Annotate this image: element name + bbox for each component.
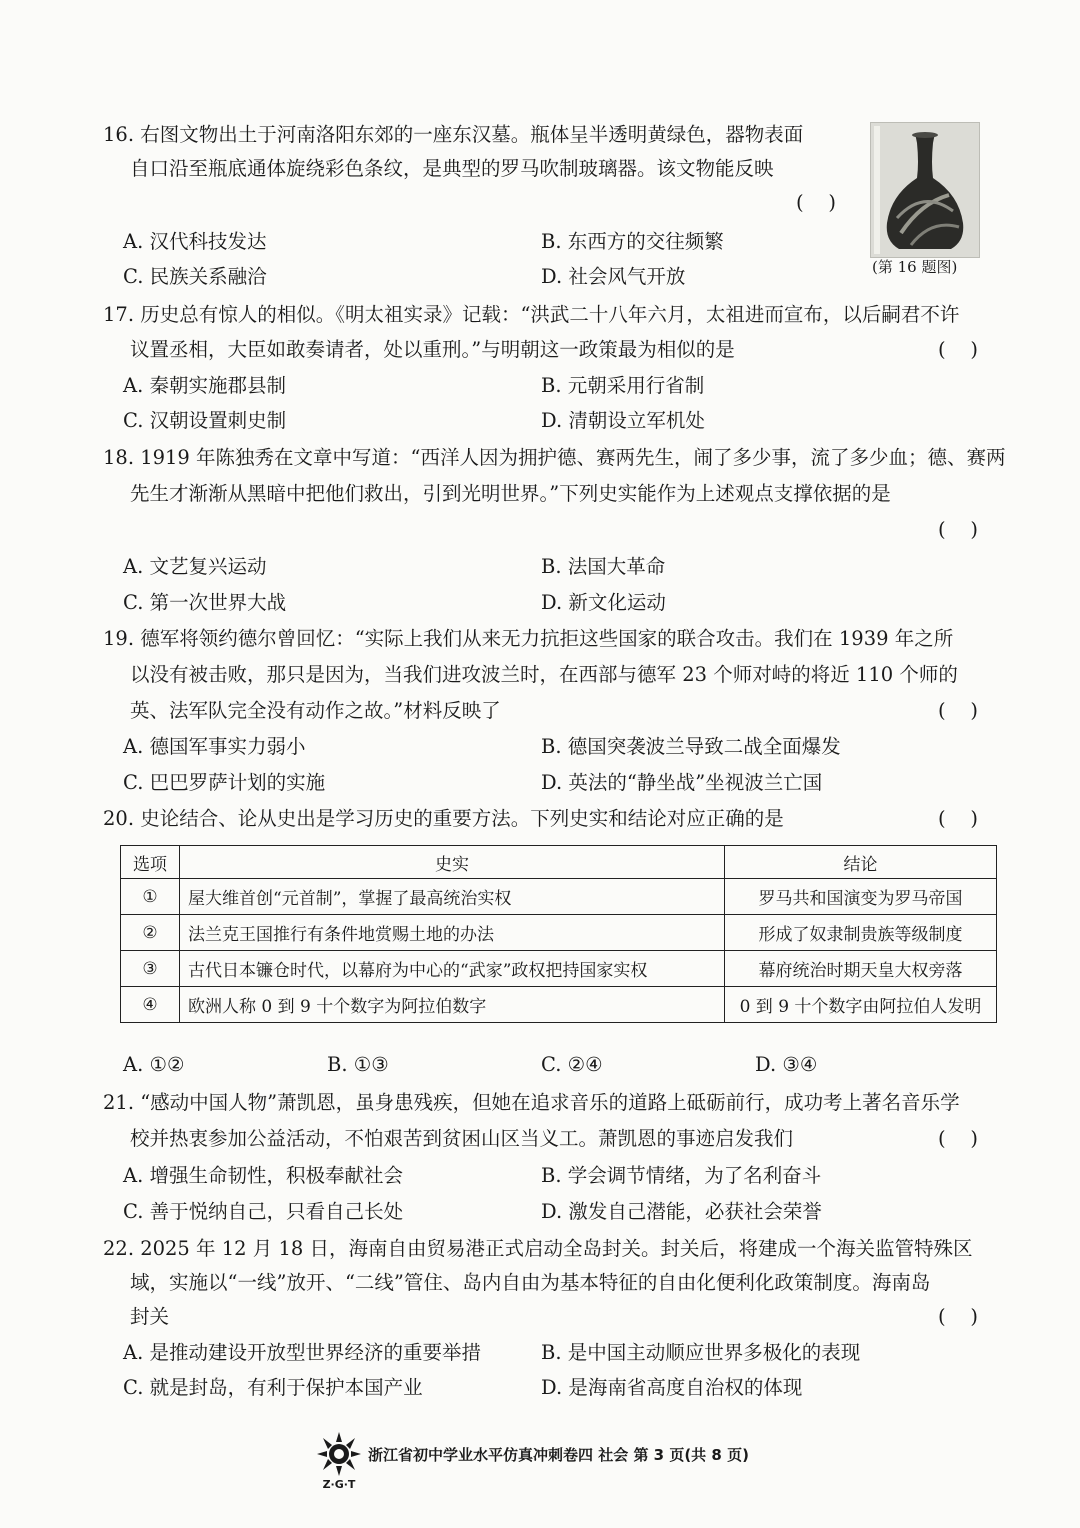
q17-option-a: A. 秦朝实施郡县制 [123,374,286,397]
table-row [121,915,997,951]
q16-line2: 自口沿至瓶底通体旋绕彩色条纹，是典型的罗马吹制玻璃器。该文物能反映 [130,157,774,180]
row-fact: 欧洲人称 0 到 9 十个数字为阿拉伯数字 [180,987,725,1023]
q16-option-a: A. 汉代科技发达 [123,230,267,253]
q17-line1: 17. 历史总有惊人的相似。《明太祖实录》记载：“洪武二十八年六月，太祖进而宣布，以后嗣君不许 [103,303,960,326]
q17-option-b: B. 元朝采用行省制 [541,374,705,397]
row-option: ③ [121,951,180,987]
q22-line2: 域，实施以“一线”放开、“二线”管住、岛内自由为基本特征的自由化便利化政策制度。海南岛 [130,1271,931,1294]
row-conclusion: 形成了奴隶制贵族等级制度 [725,915,997,951]
q17-line2: 议置丞相，大臣如敢奏请者，处以重刑。”与明朝这一政策最为相似的是 [130,338,735,361]
q19-line3: 英、法军队完全没有动作之故。”材料反映了 [130,699,501,722]
row-fact: 法兰克王国推行有条件地赏赐土地的办法 [180,915,725,951]
q18-line1: 18. 1919 年陈独秀在文章中写道：“西洋人因为拥护德、赛两先生，闹了多少事，流了多少血；德、赛两 [103,446,1006,469]
table-header-row [121,846,997,879]
q18-option-a: A. 文艺复兴运动 [123,555,267,578]
q22-answer-paren: ( ) [938,1305,979,1328]
q20-line1: 20. 史论结合、论从史出是学习历史的重要方法。下列史实和结论对应正确的是 [103,807,784,830]
q17-option-d: D. 清朝设立军机处 [541,409,705,432]
footer-page-info: 浙江省初中学业水平仿真冲刺卷四 社会 第 3 页(共 8 页) [368,1446,749,1464]
figure-caption: (第 16 题图) [872,258,958,276]
q16-option-d: D. 社会风气开放 [541,265,686,288]
q18-option-d: D. 新文化运动 [541,591,666,614]
row-conclusion: 罗马共和国演变为罗马帝国 [725,879,997,915]
q20-table [120,845,997,1023]
q19-option-a: A. 德国军事实力弱小 [123,735,306,758]
q18-line2: 先生才渐渐从黑暗中把他们救出，引到光明世界。”下列史实能作为上述观点支撑依据的是 [130,482,891,505]
table-row [121,951,997,987]
header-option: 选项 [121,846,180,879]
q21-option-a: A. 增强生命韧性，积极奉献社会 [123,1164,403,1187]
q20-answer-paren: ( ) [938,807,979,830]
table-row [121,987,997,1023]
row-conclusion: 0 到 9 十个数字由阿拉伯人发明 [725,987,997,1023]
q21-answer-paren: ( ) [938,1127,979,1150]
q19-option-b: B. 德国突袭波兰导致二战全面爆发 [541,735,841,758]
table-row [121,879,997,915]
q20-option-c: C. ②④ [541,1053,603,1076]
q21-line1: 21. “感动中国人物”萧凯恩，虽身患残疾，但她在追求音乐的道路上砥砺前行，成功考上著名音乐学 [103,1091,960,1114]
q21-option-d: D. 激发自己潜能，必获社会荣誉 [541,1200,822,1223]
row-option: ② [121,915,180,951]
q17-answer-paren: ( ) [938,338,979,361]
roman-glass-vase-photo [870,122,980,258]
q16-option-c: C. 民族关系融洽 [123,265,267,288]
header-conclusion: 结论 [725,846,997,879]
q22-line3: 封关 [130,1305,170,1328]
q18-option-c: C. 第一次世界大战 [123,591,287,614]
row-fact: 屋大维首创“元首制”，掌握了最高统治实权 [180,879,725,915]
q18-option-b: B. 法国大革命 [541,555,666,578]
q21-line2: 校并热衷参加公益活动，不怕艰苦到贫困山区当义工。萧凯恩的事迹启发我们 [130,1127,794,1150]
q22-option-b: B. 是中国主动顺应世界多极化的表现 [541,1341,861,1364]
logo-text: Z·G·T [322,1478,356,1491]
row-option: ① [121,879,180,915]
q20-option-a: A. ①② [123,1053,185,1076]
row-conclusion: 幕府统治时期天皇大权旁落 [725,951,997,987]
q20-option-b: B. ①③ [327,1053,389,1076]
q18-answer-paren: ( ) [938,518,979,541]
q22-option-c: C. 就是封岛，有利于保护本国产业 [123,1376,423,1399]
q22-line1: 22. 2025 年 12 月 18 日，海南自由贸易港正式启动全岛封关。封关后，将建成一个海关监管特殊区 [103,1237,973,1260]
row-option: ④ [121,987,180,1023]
q19-option-c: C. 巴巴罗萨计划的实施 [123,771,326,794]
q16-option-b: B. 东西方的交往频繁 [541,230,724,253]
sun-logo-icon [310,1430,368,1492]
q16-answer-paren: ( ) [796,191,837,214]
q17-option-c: C. 汉朝设置刺史制 [123,409,287,432]
q22-option-d: D. 是海南省高度自治权的体现 [541,1376,803,1399]
q19-line2: 以没有被击败，那只是因为，当我们进攻波兰时，在西部与德军 23 个师对峙的将近 110 个师的 [130,663,958,686]
page-footer [310,1430,810,1494]
q19-option-d: D. 英法的“静坐战”坐视波兰亡国 [541,771,823,794]
header-fact: 史实 [180,846,725,879]
q19-answer-paren: ( ) [938,699,979,722]
q16-line1: 16. 右图文物出土于河南洛阳东郊的一座东汉墓。瓶体呈半透明黄绿色，器物表面 [103,123,804,146]
q19-line1: 19. 德军将领约德尔曾回忆：“实际上我们从来无力抗拒这些国家的联合攻击。我们在 1939 年之所 [103,627,954,650]
q20-option-d: D. ③④ [755,1053,818,1076]
row-fact: 古代日本镰仓时代，以幕府为中心的“武家”政权把持国家实权 [180,951,725,987]
q22-option-a: A. 是推动建设开放型世界经济的重要举措 [123,1341,481,1364]
q21-option-c: C. 善于悦纳自己，只看自己长处 [123,1200,404,1223]
q21-option-b: B. 学会调节情绪，为了名利奋斗 [541,1164,822,1187]
